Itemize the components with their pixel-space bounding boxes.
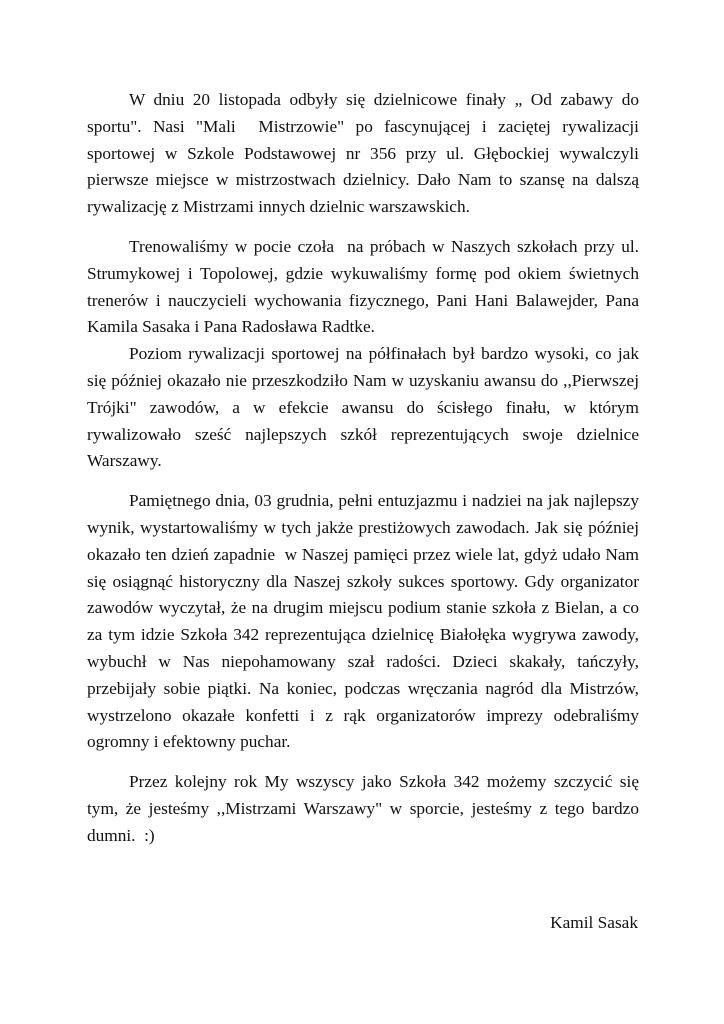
document-body bbox=[87, 87, 644, 850]
paragraph-3: Poziom rywalizacji sportowej na półfinałach był bardzo wysoki, co jak się później okazało nie przeszkodziło Nam w uzyskaniu awansu do ,,Pierwszej Trójki" zawodów, a w efekcie awansu do ścisłego finału, w którym rywalizowało sześć najlepszych szkół reprezentujących swoje dzielnice Warszawy. bbox=[87, 344, 644, 471]
paragraph-5: Przez kolejny rok My wszyscy jako Szkoła 342 możemy szczycić się tym, że jesteśmy ,,Mistrzami Warszawy" w sporcie, jesteśmy z tego bardzo dumni. :) bbox=[87, 772, 644, 845]
paragraph-4: Pamiętnego dnia, 03 grudnia, pełni entuzjazmu i nadziei na jak najlepszy wynik, wystartowaliśmy w tych jakże prestiżowych zawodach. Jak się później okazało ten dzień zapadnie w Naszej pamięci przez wiele lat, gdyż udało Nam się osiągnąć historyczny dla Naszej szkoły sukces sportowy. Gdy organizator zawodów wyczytał, że na drugim miejscu podium stanie szkoła z Bielan, a co za tym idzie Szkoła 342 reprezentująca dzielnicę Białołęka wygrywa zawody, wybuchł w Nas niepohamowany szał radości. Dzieci skakały, tańczyły, przebijały sobie piątki. Na koniec, podczas wręczania nagród dla Mistrzów, wystrzelono okazałe konfetti i z rąk organizatorów imprezy odebraliśmy ogromny i efektowny puchar. bbox=[87, 491, 644, 752]
paragraph-1: W dniu 20 listopada odbyły się dzielnicowe finały „ Od zabawy do sportu". Nasi "Mali Mistrzowie" po fascynującej i zaciętej rywalizacji sportowej w Szkole Podstawowej nr 356 przy ul. Głębockiej wywalczyli pierwsze miejsce w mistrzostwach dzielnicy. Dało Nam to szansę na dalszą rywalizację z Mistrzami innych dzielnic warszawskich. bbox=[87, 90, 644, 217]
author-signature: Kamil Sasak bbox=[550, 913, 638, 932]
paragraph-2: Trenowaliśmy w pocie czoła na próbach w Naszych szkołach przy ul. Strumykowej i Topolowej, gdzie wykuwaliśmy formę pod okiem świetnych trenerów i nauczycieli wychowania fizycznego, Pani Hani Balawejder, Pana Kamila Sasaka i Pana Radosława Radtke. bbox=[87, 236, 644, 337]
